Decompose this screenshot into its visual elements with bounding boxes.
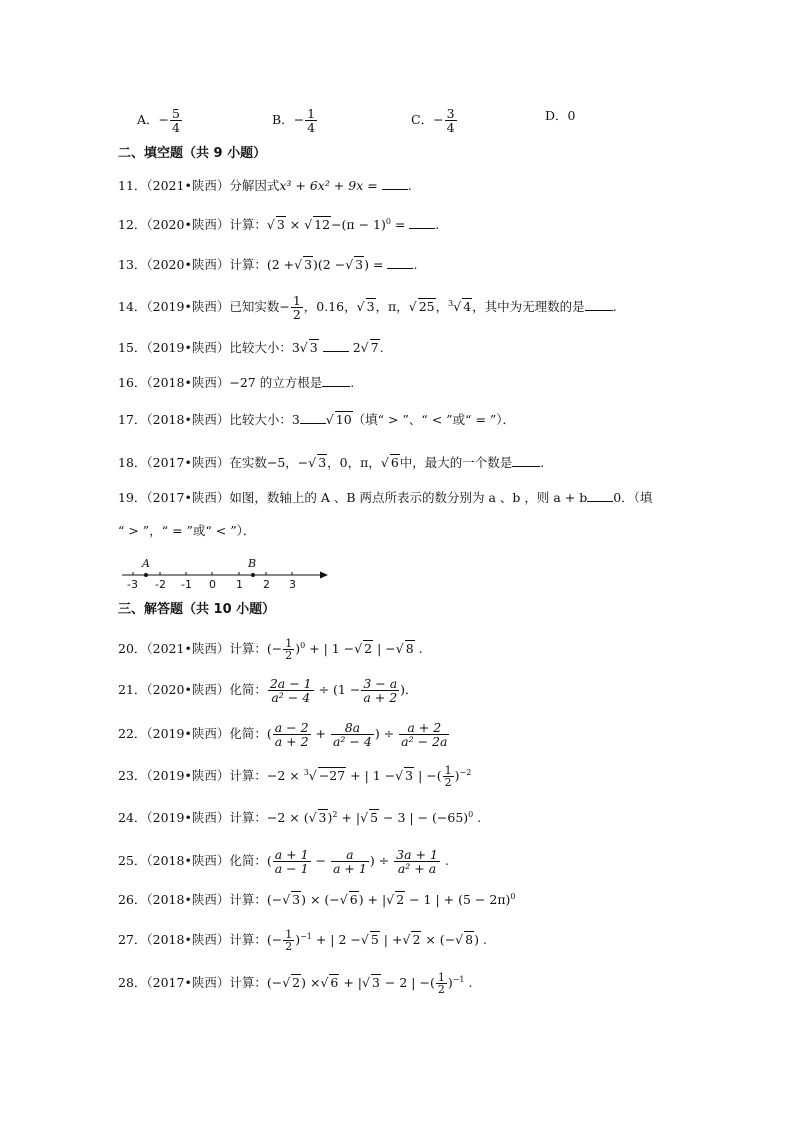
sqrt-icon: √ — [320, 975, 329, 991]
q15-r1: 3 — [309, 340, 318, 355]
q26-p3: ) + | — [358, 892, 387, 908]
q19-blank[interactable] — [587, 488, 613, 502]
q26-r1: 3 — [292, 892, 301, 908]
point-b-label: B — [248, 557, 257, 570]
q25-op: − — [311, 853, 330, 868]
q21-prefix: 21．（2020•陕西）化简： — [118, 682, 267, 697]
question-19 — [118, 488, 652, 507]
tick-label: 3 — [289, 578, 296, 591]
question-26 — [118, 888, 516, 909]
q23-r1: 3 — [405, 768, 414, 784]
q21-d2: a + 2 — [363, 690, 398, 705]
q12-radicand-a: 3 — [276, 217, 285, 233]
q19-line1-end: 0．（填 — [613, 490, 653, 505]
option-d-label: D．0 — [545, 108, 576, 123]
q28-num: 1 — [437, 971, 445, 985]
q13-r1: 3 — [304, 257, 313, 272]
q14-tail: ，其中为无理数的是 — [472, 299, 585, 314]
q12-rest: −(π − 1) — [331, 217, 386, 233]
q21-n2: 3 − a — [363, 676, 398, 691]
option-a-fraction — [170, 107, 182, 134]
q18-r2: 6 — [390, 455, 399, 470]
q21-fraction-2 — [361, 677, 399, 704]
q14-end: . — [612, 299, 617, 314]
q19-line1: 19．（2017•陕西）如图，数轴上的 A 、B 两点所表示的数分别为 a 、b ，则 a + b — [118, 490, 588, 505]
q22-n3: a + 2 — [399, 721, 449, 735]
q20-p4: | − — [373, 641, 396, 657]
q18-p2: ，0，π， — [327, 455, 381, 470]
q23-p4: ) — [454, 768, 460, 784]
sqrt-icon: √ — [282, 975, 291, 991]
question-18 — [118, 453, 544, 472]
q16-blank[interactable] — [322, 373, 350, 387]
tick-label: 1 — [236, 578, 243, 591]
q25-fraction-3 — [394, 848, 440, 875]
q23-fraction — [443, 765, 454, 788]
q22-d2: a² − 4 — [332, 734, 372, 749]
q14-blank[interactable] — [585, 297, 613, 311]
q14-cbrt: 4 — [463, 299, 472, 314]
option-a-num: 5 — [172, 106, 180, 121]
q28-end: . — [464, 975, 473, 991]
q11-end: . — [407, 178, 412, 193]
q20-fraction — [283, 638, 294, 661]
point-a-dot — [144, 573, 148, 577]
question-27 — [118, 928, 487, 952]
q28-den: 2 — [437, 983, 445, 997]
sqrt-icon: √ — [308, 810, 317, 826]
q27-r1: 5 — [370, 932, 379, 948]
sqrt-icon: √ — [299, 340, 308, 355]
sqrt-icon: √ — [362, 975, 370, 991]
sqrt-icon: √ — [304, 217, 313, 233]
q24-exp2: 0 — [468, 810, 474, 819]
sqrt-icon: √ — [402, 932, 411, 948]
q28-prefix: 28．（2017•陕西）计算： — [118, 975, 267, 991]
question-21 — [118, 677, 418, 704]
q13-p1: (2 + — [266, 257, 295, 272]
q16-prefix: 16．（2018•陕西） — [118, 375, 230, 390]
q21-end: )． — [400, 682, 418, 697]
q18-end: . — [540, 455, 545, 470]
q24-p2: ) — [327, 810, 333, 826]
q15-prefix: 15．（2019•陕西）比较大小：3 — [118, 340, 300, 355]
q17-radicand: 10 — [335, 412, 352, 427]
q25-p2: ) ÷ — [369, 853, 394, 868]
option-b-sign: − — [293, 112, 305, 127]
sqrt-icon: √ — [282, 892, 291, 908]
q12-prefix: 12．（2020•陕西）计算： — [118, 217, 267, 233]
q24-exp1: 2 — [332, 810, 338, 819]
q23-prefix: 23．（2019•陕西）计算： — [118, 768, 267, 784]
q13-prefix: 13．（2020•陕西）计算： — [118, 257, 267, 272]
q20-den: 2 — [285, 649, 293, 663]
q26-prefix: 26．（2018•陕西）计算： — [118, 892, 267, 908]
q28-r1: 2 — [292, 975, 301, 991]
section-2-title: 二、填空题（共 9 小题） — [118, 146, 267, 161]
tick-label: -1 — [181, 578, 192, 591]
sqrt-icon: √ — [345, 257, 354, 272]
q23-cbrt-index: 3 — [303, 768, 309, 777]
q21-op: ÷ (1 − — [314, 682, 361, 697]
q22-n2: 8a — [331, 721, 374, 735]
option-c-sign: − — [433, 112, 444, 127]
q14-fraction — [291, 294, 303, 321]
q11-prefix: 11．（2021•陕西）分解因式 — [118, 178, 280, 193]
q14-mid: ，0.16， — [303, 299, 357, 314]
q27-exp: −1 — [300, 932, 312, 941]
q14-num: 1 — [292, 293, 301, 308]
q25-n3: 3a + 1 — [396, 847, 438, 862]
q28-p2: ) × — [301, 975, 321, 991]
section-3-title: 三、解答题（共 10 小题） — [118, 602, 276, 617]
q24-p1: −2 × ( — [266, 810, 309, 826]
option-a-sign: − — [158, 112, 170, 127]
q28-p4: − 2 | −( — [380, 975, 435, 991]
q13-r2: 3 — [355, 257, 364, 272]
option-b-label: B． — [272, 112, 294, 127]
question-12: 12．（2020•陕西）计算：√ 3 × √ $12-(\pi - 1)^0$ = . — [118, 217, 440, 233]
q22-n1: a − 2 — [274, 720, 309, 735]
q13-p3: ) = — [364, 257, 384, 272]
question-25 — [118, 848, 449, 875]
q22-op: + — [311, 726, 330, 741]
sqrt-icon: √ — [325, 412, 334, 427]
q22-fraction-2 — [331, 721, 374, 748]
sqrt-icon: √ — [408, 299, 417, 314]
q24-prefix: 24．（2019•陕西）计算： — [118, 810, 267, 826]
q20-p2: ) — [295, 641, 301, 657]
tick-label: 2 — [263, 578, 270, 591]
sqrt-icon: √ — [360, 340, 369, 355]
q21-fraction-1 — [268, 677, 314, 704]
q28-exp: −1 — [452, 975, 465, 984]
q12-exp: 0 — [385, 217, 391, 226]
q11-blank[interactable] — [382, 176, 408, 190]
q20-r2: 8 — [405, 641, 414, 657]
q17-tail: （填“ > ”、“ < ”或“ = ”）． — [352, 412, 516, 427]
tick-label: -2 — [155, 578, 166, 591]
sqrt-icon: √ — [308, 455, 317, 470]
q20-end: . — [414, 641, 423, 657]
point-a-label: A — [142, 557, 150, 570]
q22-p2: ) ÷ — [374, 726, 399, 741]
q25-fraction-1 — [273, 848, 311, 875]
q22-fraction-3 — [399, 721, 449, 748]
q12-blank[interactable] — [409, 215, 435, 229]
q22-p1: ( — [266, 726, 272, 741]
q27-prefix: 27．（2018•陕西）计算： — [118, 932, 267, 948]
sqrt-icon: √ — [453, 299, 462, 314]
point-b-dot — [251, 573, 255, 577]
sqrt-icon: √ — [339, 892, 348, 908]
q14-cbrt-index: 3 — [448, 298, 454, 308]
q25-d3: a² + a — [397, 861, 437, 876]
q25-n1: a + 1 — [274, 847, 309, 862]
option-c-den: 4 — [446, 120, 455, 135]
q28-p3: + | — [339, 975, 363, 991]
q16-expr: −27 的立方根是 — [229, 375, 323, 390]
sqrt-icon: √ — [356, 299, 365, 314]
q27-fraction — [283, 929, 294, 952]
q28-p1: (− — [266, 975, 283, 991]
q25-fraction-2 — [331, 848, 369, 875]
option-c-fraction — [445, 107, 457, 134]
q26-p2: ) × (− — [301, 892, 340, 908]
q20-p3: + | 1 − — [305, 641, 355, 657]
sqrt-icon: √ — [354, 641, 363, 657]
sqrt-icon: √ — [395, 768, 404, 784]
q20-num: 1 — [285, 637, 293, 651]
q15-r2: 7 — [370, 340, 379, 355]
q21-d1: a² − 4 — [271, 690, 311, 705]
question-28 — [118, 971, 472, 995]
q13-p2: )(2 − — [313, 257, 346, 272]
number-line-figure — [120, 556, 340, 596]
option-a-label: A． — [137, 112, 159, 127]
q22-prefix: 22．（2019•陕西）化简： — [118, 726, 267, 741]
q26-exp: 0 — [510, 892, 516, 901]
q12-eq: = — [390, 217, 406, 233]
question-16 — [118, 373, 354, 392]
q27-end: ) . — [474, 932, 487, 948]
q28-fraction — [436, 972, 447, 995]
q20-prefix: 20．（2021•陕西）计算： — [118, 641, 267, 657]
q25-n2: a — [331, 848, 369, 862]
q27-p5: × (− — [421, 932, 456, 948]
option-c-num: 3 — [446, 106, 455, 121]
q14-prefix: 14．（2019•陕西）已知实数 — [118, 299, 280, 314]
q27-p1: (− — [266, 932, 283, 948]
q24-p4: − 3 | − (−65) — [379, 810, 469, 826]
q18-p1: −5，− — [266, 455, 309, 470]
sqrt-icon: √ — [360, 810, 369, 826]
q25-d1: a − 1 — [274, 861, 309, 876]
option-b — [272, 107, 318, 134]
question-14: 14．（2019•陕西）已知实数− $\frac{1}{2}$ ，0.16，√ 3，π，√ 25，$^3$√ 4，其中为无理数的是 . — [118, 293, 617, 322]
option-d — [545, 107, 575, 125]
q24-r2: 5 — [370, 810, 379, 826]
q23-num: 1 — [444, 764, 452, 778]
q23-p3: | −( — [414, 768, 442, 784]
arrow-right-icon — [320, 572, 328, 579]
question-11 — [118, 176, 412, 195]
option-c-label: C． — [411, 112, 434, 127]
q14-den: 2 — [292, 307, 301, 322]
sqrt-icon: √ — [294, 257, 303, 272]
q27-den: 2 — [285, 940, 293, 954]
q20-r1: 2 — [364, 641, 373, 657]
q23-cbrt: −27 — [318, 768, 346, 784]
q15-end: . — [379, 340, 384, 355]
q23-p2: + | 1 − — [346, 768, 396, 784]
q13-end: . — [413, 257, 418, 272]
question-23 — [118, 764, 471, 788]
q14-pi: ，π， — [375, 299, 409, 314]
q27-p2: ) — [295, 932, 301, 948]
q12-end: . — [435, 217, 440, 233]
question-19-line2: “ > ”，“ = ”或“ < ”）． — [118, 523, 256, 538]
q26-r3: 2 — [396, 892, 405, 908]
q27-p4: | + — [379, 932, 403, 948]
q21-n1: 2a − 1 — [269, 676, 312, 691]
q20-p1: (− — [266, 641, 283, 657]
sqrt-icon: √ — [455, 932, 464, 948]
q15-blank[interactable] — [323, 338, 349, 352]
question-20 — [118, 637, 423, 661]
q28-p5: ) — [447, 975, 453, 991]
option-b-fraction — [305, 107, 317, 134]
question-17 — [118, 410, 515, 429]
sqrt-icon: √ — [266, 217, 275, 233]
q13-blank[interactable] — [387, 255, 413, 269]
q27-r2: 2 — [412, 932, 421, 948]
q16-end: . — [350, 375, 355, 390]
q11-expr: x³ + 6x² + 9x = — [279, 178, 378, 193]
q23-den: 2 — [444, 776, 452, 790]
q14-sign: − — [279, 299, 290, 314]
option-b-num: 1 — [307, 106, 316, 121]
q18-blank[interactable] — [512, 453, 540, 467]
q22-d1: a + 2 — [274, 734, 309, 749]
q17-blank[interactable] — [300, 410, 326, 424]
q26-r2: 6 — [349, 892, 358, 908]
question-13 — [118, 255, 417, 274]
q14-r1: 3 — [366, 299, 375, 314]
q14-r2: 25 — [418, 299, 435, 314]
sqrt-icon: √ — [308, 768, 317, 784]
sqrt-icon: √ — [360, 932, 369, 948]
option-c — [411, 107, 458, 134]
sqrt-icon: √ — [395, 641, 404, 657]
q12-radicand-b: 12 — [314, 217, 331, 233]
q22-d3: a² − 2a — [401, 734, 448, 749]
q24-p3: + | — [337, 810, 361, 826]
q24-r1: 3 — [318, 810, 327, 826]
sqrt-icon: √ — [380, 455, 389, 470]
q24-end: . — [473, 810, 482, 826]
q18-tail: 中，最大的一个数是 — [399, 455, 513, 470]
q28-r3: 3 — [371, 975, 380, 991]
q25-p1: ( — [266, 853, 272, 868]
sqrt-icon: √ — [386, 892, 395, 908]
tick-label: -3 — [127, 578, 138, 591]
q23-p1: −2 × — [266, 768, 304, 784]
option-a-den: 4 — [172, 120, 180, 135]
q25-prefix: 25．（2018•陕西）化简： — [118, 853, 267, 868]
number-line-svg — [120, 556, 340, 596]
question-22 — [118, 721, 450, 748]
q15-mid: 2 — [352, 340, 361, 355]
q17-prefix: 17．（2018•陕西）比较大小：3 — [118, 412, 300, 427]
q20-exp: 0 — [300, 641, 306, 650]
q27-p3: + | 2 − — [311, 932, 361, 948]
q25-end: . — [440, 853, 449, 868]
q23-exp: −2 — [459, 768, 472, 777]
q27-r3: 8 — [465, 932, 474, 948]
q27-num: 1 — [285, 928, 293, 942]
option-b-den: 4 — [307, 120, 316, 135]
tick-label: 0 — [209, 578, 216, 591]
q28-r2: 6 — [330, 975, 339, 991]
q18-r1: 3 — [318, 455, 327, 470]
question-24 — [118, 806, 481, 827]
question-15 — [118, 338, 384, 357]
option-a — [137, 107, 183, 134]
q26-p1: (− — [266, 892, 283, 908]
q18-prefix: 18．（2017•陕西）在实数 — [118, 455, 267, 470]
q22-fraction-1 — [273, 721, 311, 748]
q26-p4: − 1 | + (5 − 2π) — [405, 892, 511, 908]
q25-d2: a + 1 — [332, 861, 367, 876]
